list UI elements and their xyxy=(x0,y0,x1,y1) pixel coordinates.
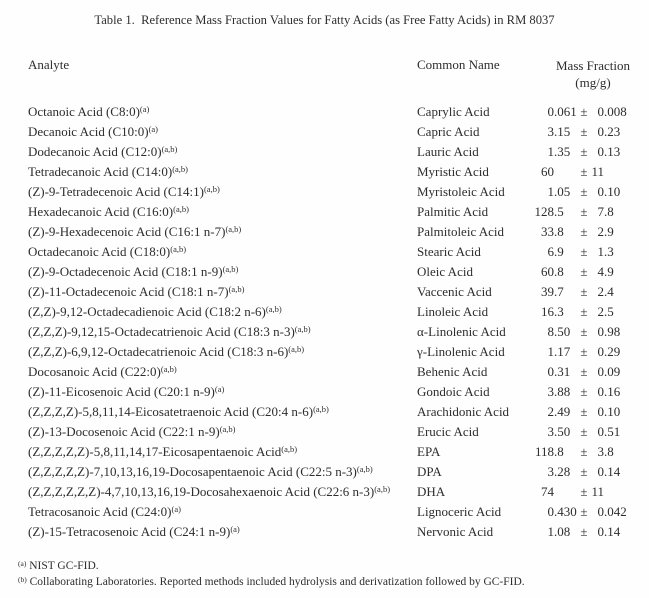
plus-minus-sign: ± xyxy=(580,304,588,319)
analyte-cell: (Z,Z,Z,Z,Z)-7,10,13,16,19-Docosapentaenoic Acid (C22:5 n-3)$^{(a,b)}$ xyxy=(28,463,373,479)
uncertainty-frac: .4 xyxy=(604,284,614,299)
footnote: $^{(a)}$ NIST GC-FID. xyxy=(18,558,99,572)
uncertainty-int: 0 xyxy=(597,144,604,159)
mass-fraction-value-int: 3 xyxy=(547,464,554,479)
mass-fraction-value-frac: .5 xyxy=(554,204,564,219)
analyte-cell: (Z)-9-Hexadecenoic Acid (C16:1 n-7)$^{(a,b)}$ xyxy=(28,223,242,239)
table-row xyxy=(28,462,648,482)
header-mass-fraction xyxy=(533,57,649,91)
mass-fraction-value-int: 3 xyxy=(547,384,554,399)
plus-minus-sign: ± xyxy=(580,324,588,339)
table-row xyxy=(28,502,648,522)
table-row xyxy=(28,182,648,202)
footnote-ref: (a,b) xyxy=(161,143,178,154)
analyte-cell: (Z)-13-Docosenoic Acid (C22:1 n-9)$^{(a,b)}$ xyxy=(28,423,236,439)
analyte-cell: (Z)-9-Tetradecenoic Acid (C14:1)$^{(a,b)}$ xyxy=(28,183,220,199)
common-name-cell: Oleic Acid xyxy=(417,264,473,279)
common-name-cell: Erucic Acid xyxy=(417,424,479,439)
uncertainty-int: 4 xyxy=(597,264,604,279)
uncertainty-int: 2 xyxy=(597,284,604,299)
mass-fraction-value-frac: .31 xyxy=(554,364,571,379)
common-name-cell: α-Linolenic Acid xyxy=(417,324,506,339)
footnotes xyxy=(18,558,638,590)
plus-minus-sign: ± xyxy=(580,104,588,119)
table-row xyxy=(28,122,648,142)
analyte-cell: Tetradecanoic Acid (C14:0)$^{(a,b)}$ xyxy=(28,163,189,179)
footnote-ref: (a,b) xyxy=(203,183,220,194)
analyte-cell: Tetracosanoic Acid (C24:0)$^{(a)}$ xyxy=(28,503,181,519)
mass-fraction-value-int: 2 xyxy=(547,404,554,419)
table-row xyxy=(28,222,648,242)
mass-fraction-value-frac: .17 xyxy=(554,344,571,359)
table-row xyxy=(28,102,648,122)
mass-fraction-value-int: 16 xyxy=(541,304,554,319)
table-row xyxy=(28,342,648,362)
mass-fraction-value-frac: .50 xyxy=(554,324,571,339)
mass-fraction-value-frac: .15 xyxy=(554,124,571,139)
footnote-ref: (a) xyxy=(214,383,225,394)
table-row xyxy=(28,482,648,502)
analyte-cell: (Z,Z,Z,Z)-5,8,11,14-Eicosatetraenoic Acid (C20:4 n-6)$^{(a,b)}$ xyxy=(28,403,329,419)
footnote-ref: (a) xyxy=(171,503,181,514)
mass-fraction-value-frac: .28 xyxy=(554,464,571,479)
uncertainty-frac: .9 xyxy=(604,224,614,239)
analyte-cell: Decanoic Acid (C10:0)$^{(a)}$ xyxy=(28,123,159,139)
table-row xyxy=(28,322,648,342)
footnote-ref: (a,b) xyxy=(288,343,305,354)
table-row xyxy=(28,202,648,222)
footnote-ref: (a,b) xyxy=(265,303,282,314)
uncertainty-frac: .51 xyxy=(604,424,621,439)
analyte-cell: Octanoic Acid (C8:0)$^{(a)}$ xyxy=(28,103,150,119)
analyte-cell: (Z)-9-Octadecenoic Acid (C18:1 n-9)$^{(a,b)}$ xyxy=(28,263,239,279)
uncertainty-frac xyxy=(604,162,631,182)
mass-fraction-value-int: 60 xyxy=(541,264,554,279)
table-row xyxy=(28,302,648,322)
footnote-ref: (a,b) xyxy=(222,263,239,274)
footnote-ref: (a) xyxy=(148,123,159,134)
uncertainty-int: 0 xyxy=(597,364,604,379)
table-row xyxy=(28,422,648,442)
table-row xyxy=(28,362,648,382)
uncertainty-frac: .23 xyxy=(604,124,621,139)
common-name-cell: EPA xyxy=(417,444,441,459)
uncertainty-int: 0 xyxy=(597,404,604,419)
plus-minus-sign: ± xyxy=(580,404,588,419)
plus-minus-sign: ± xyxy=(580,284,588,299)
uncertainty-frac: .9 xyxy=(604,264,614,279)
analyte-cell: (Z)-11-Octadecenoic Acid (C18:1 n-7)$^{(a,b)}$ xyxy=(28,283,245,299)
uncertainty-frac: .8 xyxy=(604,444,614,459)
plus-minus-sign: ± xyxy=(580,384,588,399)
plus-minus-sign: ± xyxy=(580,124,588,139)
mass-fraction-value-int: 74 xyxy=(541,484,554,499)
footnote-ref: (a) xyxy=(230,523,240,534)
uncertainty-int: 1 xyxy=(597,244,604,259)
footnote-ref: (a,b) xyxy=(313,403,329,414)
table-row xyxy=(28,242,648,262)
mass-fraction-value-int: 1 xyxy=(547,344,554,359)
mass-fraction-value-int: 6 xyxy=(547,244,554,259)
common-name-cell: Vaccenic Acid xyxy=(417,284,492,299)
table-row xyxy=(28,162,648,182)
mass-fraction-value-frac: .8 xyxy=(554,224,564,239)
analyte-cell: Hexadecanoic Acid (C16:0)$^{(a,b)}$ xyxy=(28,203,189,219)
common-name-cell: Lauric Acid xyxy=(417,144,479,159)
mass-fraction-value-int: 39 xyxy=(541,284,554,299)
footnote-ref: (a,b) xyxy=(160,363,177,374)
footnote: $^{(b)}$ Collaborating Laboratories. Reported methods included hydrolysis and derivatization followed by GC-FID. xyxy=(18,574,525,588)
uncertainty-int: 0 xyxy=(597,424,604,439)
footnote-ref: (a,b) xyxy=(374,483,391,494)
uncertainty-int: 0 xyxy=(597,184,604,199)
common-name-cell: Capric Acid xyxy=(417,124,480,139)
uncertainty-int: 2 xyxy=(597,224,604,239)
uncertainty-frac: .29 xyxy=(604,344,621,359)
footnote-ref: (a,b) xyxy=(219,423,236,434)
header-common-name: Common Name xyxy=(417,57,500,72)
mass-fraction-value-int: 3 xyxy=(547,124,554,139)
uncertainty-int: 0 xyxy=(597,124,604,139)
footnote-ref: (a,b) xyxy=(172,163,189,174)
common-name-cell: γ-Linolenic Acid xyxy=(417,344,505,359)
mass-fraction-value-int: 33 xyxy=(541,224,554,239)
mass-fraction-value-frac: .061 xyxy=(554,104,577,119)
plus-minus-sign: ± xyxy=(580,484,588,499)
mass-fraction-value-frac: .08 xyxy=(554,524,571,539)
analyte-cell: Octadecanoic Acid (C18:0)$^{(a,b)}$ xyxy=(28,243,187,259)
plus-minus-sign: ± xyxy=(580,164,588,179)
uncertainty-frac: .042 xyxy=(604,504,627,519)
header-mass-fraction-unit: (mg/g) xyxy=(575,75,611,90)
common-name-cell: Myristic Acid xyxy=(417,164,489,179)
table-row xyxy=(28,142,648,162)
uncertainty-int: 3 xyxy=(597,444,604,459)
common-name-cell: Caprylic Acid xyxy=(417,104,490,119)
uncertainty-int: 0 xyxy=(597,384,604,399)
uncertainty-int: 2 xyxy=(597,304,604,319)
footnote-ref: (a,b) xyxy=(281,443,298,454)
common-name-cell: Myristoleic Acid xyxy=(417,184,505,199)
mass-fraction-value-int: 0 xyxy=(547,364,554,379)
mass-fraction-value-int: 8 xyxy=(547,324,554,339)
uncertainty-int: 0 xyxy=(597,104,604,119)
mass-fraction-value-int: 60 xyxy=(541,164,554,179)
footnote-ref: (a,b) xyxy=(294,323,311,334)
footnote-ref: (a,b) xyxy=(225,223,242,234)
common-name-cell: Palmitoleic Acid xyxy=(417,224,505,239)
uncertainty-int: 0 xyxy=(597,324,604,339)
plus-minus-sign: ± xyxy=(580,204,588,219)
common-name-cell: DHA xyxy=(417,484,446,499)
mass-fraction-value-int: 1 xyxy=(547,184,554,199)
header-analyte: Analyte xyxy=(28,57,70,72)
mass-fraction-value-frac xyxy=(554,482,578,502)
uncertainty-int: 11 xyxy=(591,164,604,179)
uncertainty-int: 0 xyxy=(597,464,604,479)
footnote-ref: (a,b) xyxy=(356,463,373,474)
common-name-cell: Palmitic Acid xyxy=(417,204,489,219)
table-row xyxy=(28,262,648,282)
mass-fraction-value-frac: .8 xyxy=(554,264,564,279)
analyte-cell: Docosanoic Acid (C22:0)$^{(a,b)}$ xyxy=(28,363,177,379)
plus-minus-sign: ± xyxy=(580,524,588,539)
table-row xyxy=(28,402,648,422)
table-title: Table 1. Reference Mass Fraction Values for Fatty Acids (as Free Fatty Acids) in RM 8037 xyxy=(94,13,555,27)
uncertainty-frac: .008 xyxy=(604,104,627,119)
footnote-marker: (b) xyxy=(18,574,27,584)
footnote-ref: (a) xyxy=(139,103,150,114)
footnote-ref: (a,b) xyxy=(173,203,189,214)
uncertainty-frac: .8 xyxy=(604,204,614,219)
mass-fraction-value-int: 0 xyxy=(547,504,554,519)
mass-fraction-value-frac: .430 xyxy=(554,504,577,519)
plus-minus-sign: ± xyxy=(580,444,588,459)
uncertainty-frac: .10 xyxy=(604,184,621,199)
mass-fraction-value-frac: .49 xyxy=(554,404,571,419)
analyte-cell: (Z,Z)-9,12-Octadecadienoic Acid (C18:2 n-6)$^{(a,b)}$ xyxy=(28,303,282,319)
mass-fraction-value-frac: .05 xyxy=(554,184,571,199)
common-name-cell: Stearic Acid xyxy=(417,244,481,259)
plus-minus-sign: ± xyxy=(580,504,588,519)
uncertainty-frac: .3 xyxy=(604,244,614,259)
analyte-cell: (Z,Z,Z)-6,9,12-Octadecatrienoic Acid (C18:3 n-6)$^{(a,b)}$ xyxy=(28,343,305,359)
uncertainty-frac: .16 xyxy=(604,384,621,399)
plus-minus-sign: ± xyxy=(580,424,588,439)
table-row xyxy=(28,442,648,462)
analyte-cell: Dodecanoic Acid (C12:0)$^{(a,b)}$ xyxy=(28,143,178,159)
common-name-cell: DPA xyxy=(417,464,442,479)
common-name-cell: Nervonic Acid xyxy=(417,524,494,539)
table-row xyxy=(28,522,648,542)
uncertainty-int: 7 xyxy=(597,204,604,219)
header-mass-fraction-label: Mass Fraction xyxy=(555,58,631,73)
common-name-cell: Arachidonic Acid xyxy=(417,404,510,419)
analyte-cell: (Z,Z,Z,Z,Z)-5,8,11,14,17-Eicosapentaenoic Acid$^{(a,b)}$ xyxy=(28,443,298,459)
uncertainty-frac: .98 xyxy=(604,324,621,339)
plus-minus-sign: ± xyxy=(580,184,588,199)
uncertainty-int: 0 xyxy=(597,524,604,539)
analyte-cell: (Z,Z,Z)-9,12,15-Octadecatrienoic Acid (C18:3 n-3)$^{(a,b)}$ xyxy=(28,323,311,339)
uncertainty-frac: .14 xyxy=(604,464,621,479)
mass-fraction-value-int: 118 xyxy=(534,444,554,459)
mass-fraction-value-int: 1 xyxy=(547,144,554,159)
mass-fraction-value-frac: .3 xyxy=(554,304,564,319)
table-header-row xyxy=(28,57,649,91)
plus-minus-sign: ± xyxy=(580,344,588,359)
analyte-cell: (Z,Z,Z,Z,Z,Z)-4,7,10,13,16,19-Docosahexaenoic Acid (C22:6 n-3)$^{(a,b)}$ xyxy=(28,483,391,499)
mass-fraction-value-frac: .8 xyxy=(554,444,564,459)
plus-minus-sign: ± xyxy=(580,144,588,159)
footnote-ref: (a,b) xyxy=(170,243,187,254)
plus-minus-sign: ± xyxy=(580,224,588,239)
plus-minus-sign: ± xyxy=(580,264,588,279)
footnote-marker: (a) xyxy=(18,558,27,568)
table-row xyxy=(28,282,648,302)
common-name-cell: Linoleic Acid xyxy=(417,304,489,319)
mass-fraction-value-frac: .88 xyxy=(554,384,571,399)
plus-minus-sign: ± xyxy=(580,244,588,259)
uncertainty-frac: .14 xyxy=(604,524,621,539)
uncertainty-int: 11 xyxy=(591,484,604,499)
uncertainty-int: 0 xyxy=(597,344,604,359)
mass-fraction-value-frac: .7 xyxy=(554,284,564,299)
analyte-cell: (Z)-11-Eicosenoic Acid (C20:1 n-9)$^{(a)}$ xyxy=(28,383,225,399)
common-name-cell: Lignoceric Acid xyxy=(417,504,502,519)
common-name-cell: Behenic Acid xyxy=(417,364,488,379)
mass-fraction-value-frac xyxy=(554,162,578,182)
uncertainty-int: 0 xyxy=(597,504,604,519)
table-body xyxy=(28,102,648,542)
mass-fraction-value-frac: .9 xyxy=(554,244,564,259)
footnote-ref: (a,b) xyxy=(228,283,245,294)
mass-fraction-value-int: 0 xyxy=(547,104,554,119)
common-name-cell: Gondoic Acid xyxy=(417,384,490,399)
mass-fraction-value-int: 1 xyxy=(547,524,554,539)
mass-fraction-value-frac: .50 xyxy=(554,424,571,439)
plus-minus-sign: ± xyxy=(580,364,588,379)
uncertainty-frac: .5 xyxy=(604,304,614,319)
plus-minus-sign: ± xyxy=(580,464,588,479)
table-row xyxy=(28,382,648,402)
analyte-cell: (Z)-15-Tetracosenoic Acid (C24:1 n-9)$^{(a)}$ xyxy=(28,523,240,539)
mass-fraction-value-int: 3 xyxy=(547,424,554,439)
mass-fraction-value-frac: .35 xyxy=(554,144,571,159)
uncertainty-frac: .13 xyxy=(604,144,621,159)
uncertainty-frac: .10 xyxy=(604,404,621,419)
uncertainty-frac: .09 xyxy=(604,364,621,379)
mass-fraction-value-int: 128 xyxy=(534,204,554,219)
uncertainty-frac xyxy=(604,482,631,502)
